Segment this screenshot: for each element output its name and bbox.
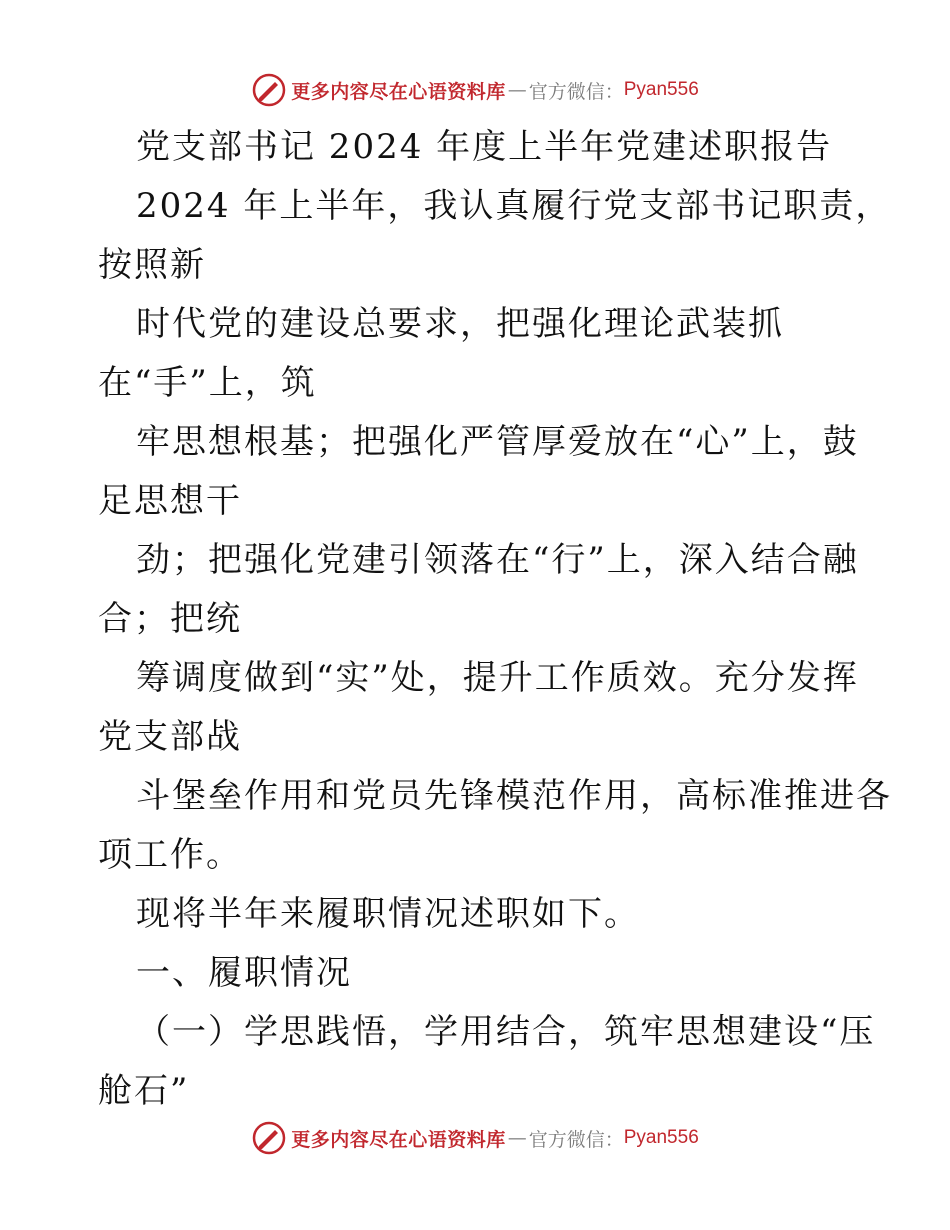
brush-pen-icon — [251, 72, 287, 108]
text-line: 足思想干 — [98, 481, 242, 521]
doc-title: 党支部书记 2024 年度上半年党建述职报告 — [136, 127, 833, 167]
text-line: 2024 年上半年，我认真履行党支部书记职责， — [136, 186, 892, 226]
text-line: 在“手”上，筑 — [98, 363, 317, 403]
brush-pen-icon — [251, 1120, 287, 1156]
text-line: 现将半年来履职情况述职如下。 — [136, 894, 640, 934]
watermark-site-text: 更多内容尽在心语资料库 — [291, 1128, 506, 1151]
text-line: 筹调度做到“实”处，提升工作质效。充分发挥 — [136, 658, 859, 698]
watermark-site-text: 更多内容尽在心语资料库 — [291, 80, 506, 103]
text-line: 党支部战 — [98, 717, 242, 757]
watermark-separator: — — [507, 1127, 527, 1149]
watermark-wechat-id: Pyan556 — [623, 79, 699, 100]
text-line: 牢思想根基；把强化严管厚爱放在“心”上，鼓 — [136, 422, 859, 462]
section-heading: 一、履职情况 — [136, 953, 352, 993]
text-line: 项工作。 — [98, 835, 242, 875]
subsection-heading: （一）学思践悟，学用结合，筑牢思想建设“压 — [136, 1012, 876, 1052]
watermark-wechat-label: 官方微信： — [528, 1128, 624, 1151]
watermark-wechat-label: 官方微信： — [528, 80, 624, 103]
document-body — [98, 118, 892, 1121]
text-line: 斗堡垒作用和党员先锋模范作用，高标准推进各 — [136, 776, 892, 816]
text-line: 合；把统 — [98, 599, 242, 639]
text-line: 劲；把强化党建引领落在“行”上，深入结合融 — [136, 540, 859, 580]
watermark-separator: — — [507, 79, 527, 101]
watermark-wechat-id: Pyan556 — [623, 1127, 699, 1148]
text-line: 时代党的建设总要求，把强化理论武装抓 — [136, 304, 784, 344]
text-line: 按照新 — [98, 245, 206, 285]
watermark-header — [0, 70, 950, 110]
text-line: 舱石” — [98, 1071, 190, 1111]
watermark-footer — [0, 1118, 950, 1158]
